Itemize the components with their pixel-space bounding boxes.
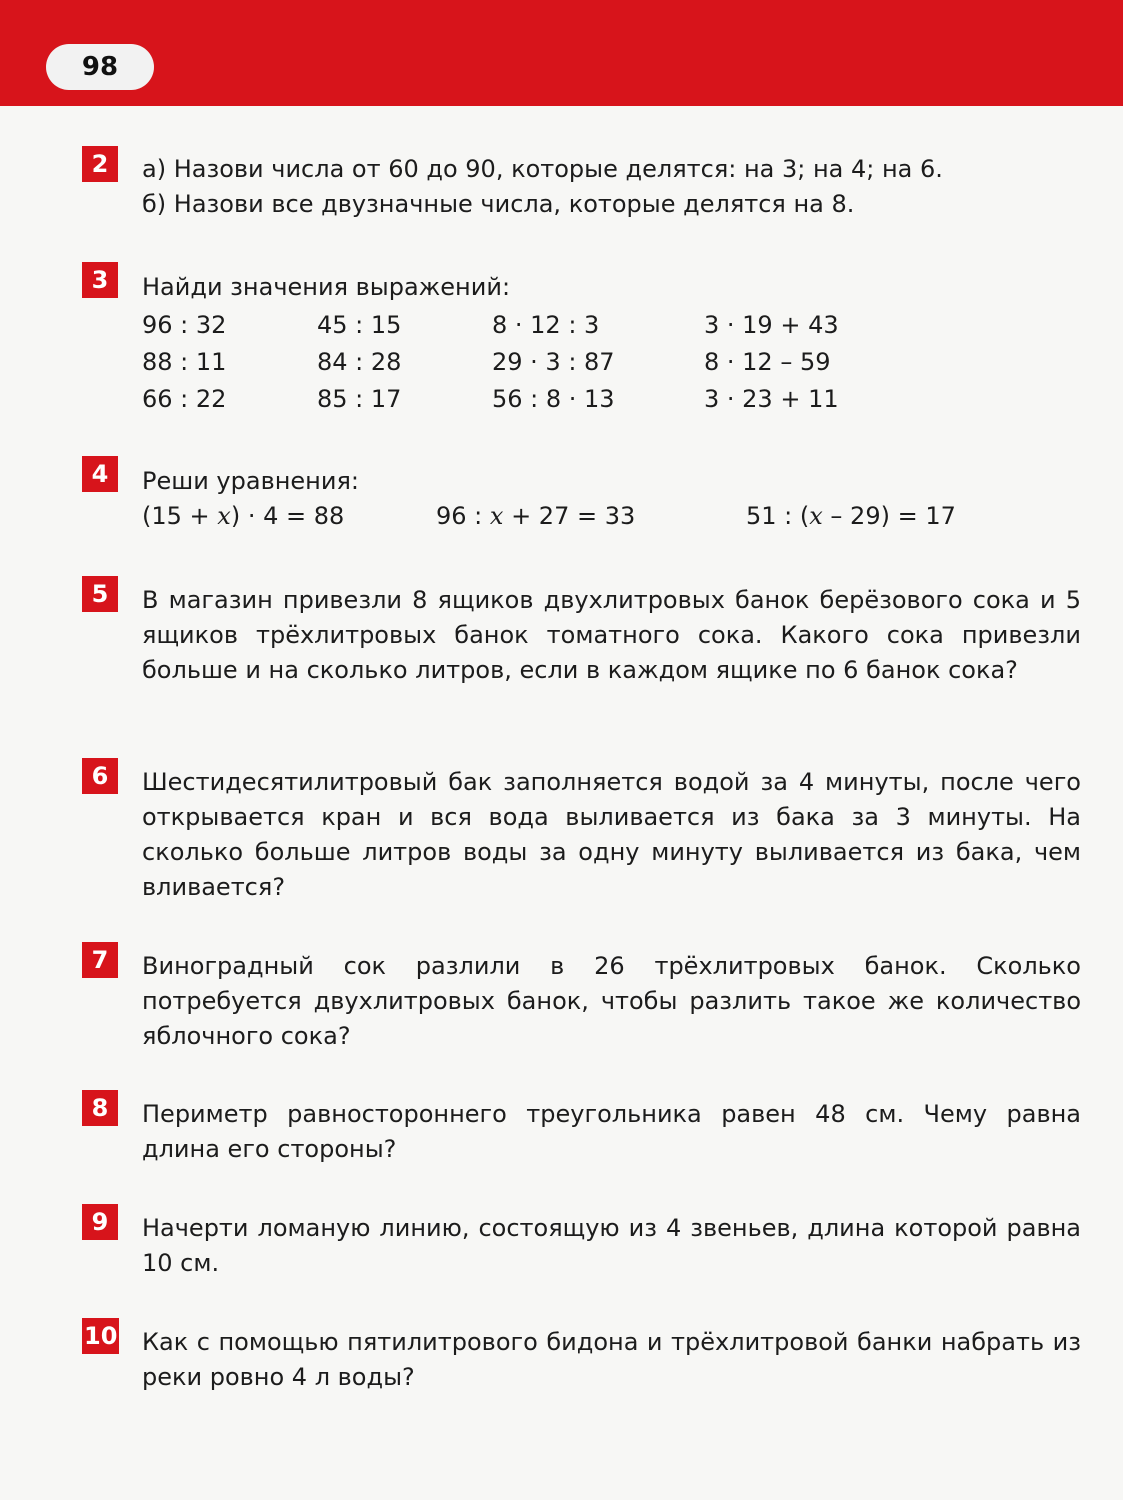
task-number: 9: [82, 1204, 118, 1240]
equations-row: [142, 499, 1081, 537]
equation: 96 : x + 27 = 33: [436, 502, 636, 530]
task-number: 5: [82, 576, 118, 612]
expression: 96 : 32: [142, 311, 227, 339]
page-number: 98: [46, 44, 154, 90]
expression: 66 : 22: [142, 385, 227, 413]
equation: 51 : (x – 29) = 17: [746, 502, 956, 530]
expression: 3 · 19 + 43: [704, 311, 839, 339]
task-number: 4: [82, 456, 118, 492]
task-8-text: Периметр равностороннего треугольника равен 48 см. Чему равна длина его стороны?: [142, 1100, 1081, 1163]
task-5: [82, 576, 1081, 688]
expression: 8 · 12 : 3: [492, 311, 600, 339]
task-7: [82, 942, 1081, 1054]
task-number: 7: [82, 942, 118, 978]
expression: 84 : 28: [317, 348, 402, 376]
task-number: 8: [82, 1090, 118, 1126]
expression: 3 · 23 + 11: [704, 385, 839, 413]
task-6: [82, 758, 1081, 905]
expression: 85 : 17: [317, 385, 402, 413]
task-6-text: Шестидесятилитровый бак заполняется водой за 4 минуты, после чего открывается кран и вся вода выливается из бака за 3 минуты. На сколько больше литров воды за одну минуту выливается из бака, чем вливается?: [142, 768, 1081, 901]
task-number: 10: [82, 1318, 119, 1354]
task-2-line-b: б) Назови все двузначные числа, которые делятся на 8.: [142, 190, 855, 218]
task-2-line-a: а) Назови числа от 60 до 90, которые делятся: на 3; на 4; на 6.: [142, 155, 943, 183]
expression: 45 : 15: [317, 311, 402, 339]
task-9: [82, 1204, 1081, 1281]
expressions-column: [317, 307, 401, 418]
task-2: [82, 146, 1081, 222]
task-7-text: Виноградный сок разлили в 26 трёхлитровых банок. Сколько потребуется двухлитровых банок, чтобы разлить такое же количество яблочного сока?: [142, 952, 1081, 1050]
task-10-text: Как с помощью пятилитрового бидона и трёхлитровой банки набрать из реки ровно 4 л воды?: [142, 1328, 1081, 1391]
expression: 8 · 12 – 59: [704, 348, 831, 376]
equation: (15 + x) · 4 = 88: [142, 502, 345, 530]
expressions-column: [704, 307, 839, 418]
expressions-grid: [142, 307, 1081, 419]
expression: 56 : 8 · 13: [492, 385, 615, 413]
header-band: [0, 0, 1123, 106]
task-4: [82, 456, 1081, 537]
task-4-title: Реши уравнения:: [142, 467, 359, 495]
task-9-text: Начерти ломаную линию, состоящую из 4 звеньев, длина которой равна 10 см.: [142, 1214, 1081, 1277]
task-number: 2: [82, 146, 118, 182]
task-3: [82, 262, 1081, 419]
task-8: [82, 1090, 1081, 1167]
task-number: 6: [82, 758, 118, 794]
expressions-column: [492, 307, 615, 418]
expressions-column: [142, 307, 226, 418]
task-3-title: Найди значения выражений:: [142, 273, 511, 301]
expression: 88 : 11: [142, 348, 227, 376]
task-number: 3: [82, 262, 118, 298]
task-5-text: В магазин привезли 8 ящиков двухлитровых банок берёзового сока и 5 ящиков трёхлитровых банок томатного сока. Какого сока привезли больше и на сколько литров, если в каждом ящике по 6 банок сока?: [142, 586, 1081, 684]
task-10: [82, 1318, 1081, 1395]
expression: 29 · 3 : 87: [492, 348, 615, 376]
